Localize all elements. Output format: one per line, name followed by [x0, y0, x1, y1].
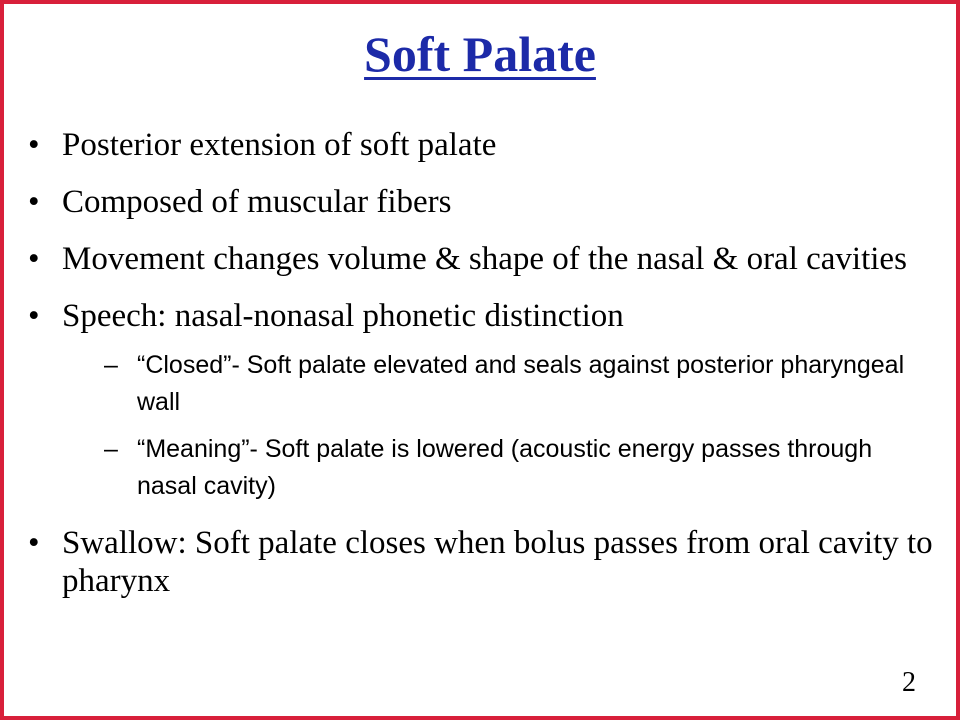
sub-bullet-text: “Meaning”- Soft palate is lowered (acoustic energy passes through nasal cavity) [137, 435, 873, 500]
bullet-item [28, 126, 936, 164]
bullet-item [28, 524, 936, 600]
bullet-text: Speech: nasal-nonasal phonetic distinction [62, 298, 624, 334]
bullet-text: Movement changes volume & shape of the nasal & oral cavities [62, 241, 907, 277]
bullet-text: Swallow: Soft palate closes when bolus passes from oral cavity to pharynx [62, 525, 933, 599]
slide-title-text: Soft Palate [364, 26, 596, 82]
sub-bullet-text: “Closed”- Soft palate elevated and seals against posterior pharyngeal wall [137, 351, 905, 416]
page-number: 2 [902, 667, 916, 698]
bullet-text: Composed of muscular fibers [62, 184, 452, 220]
sub-bullet-item [94, 347, 936, 421]
bullet-list [28, 126, 936, 619]
sub-bullet-list [62, 347, 936, 505]
bullet-text: Posterior extension of soft palate [62, 127, 497, 163]
bullet-item [28, 183, 936, 221]
sub-bullet-item [94, 431, 936, 505]
bullet-item [28, 240, 936, 278]
bullet-item [28, 297, 936, 505]
slide-title [4, 24, 956, 84]
